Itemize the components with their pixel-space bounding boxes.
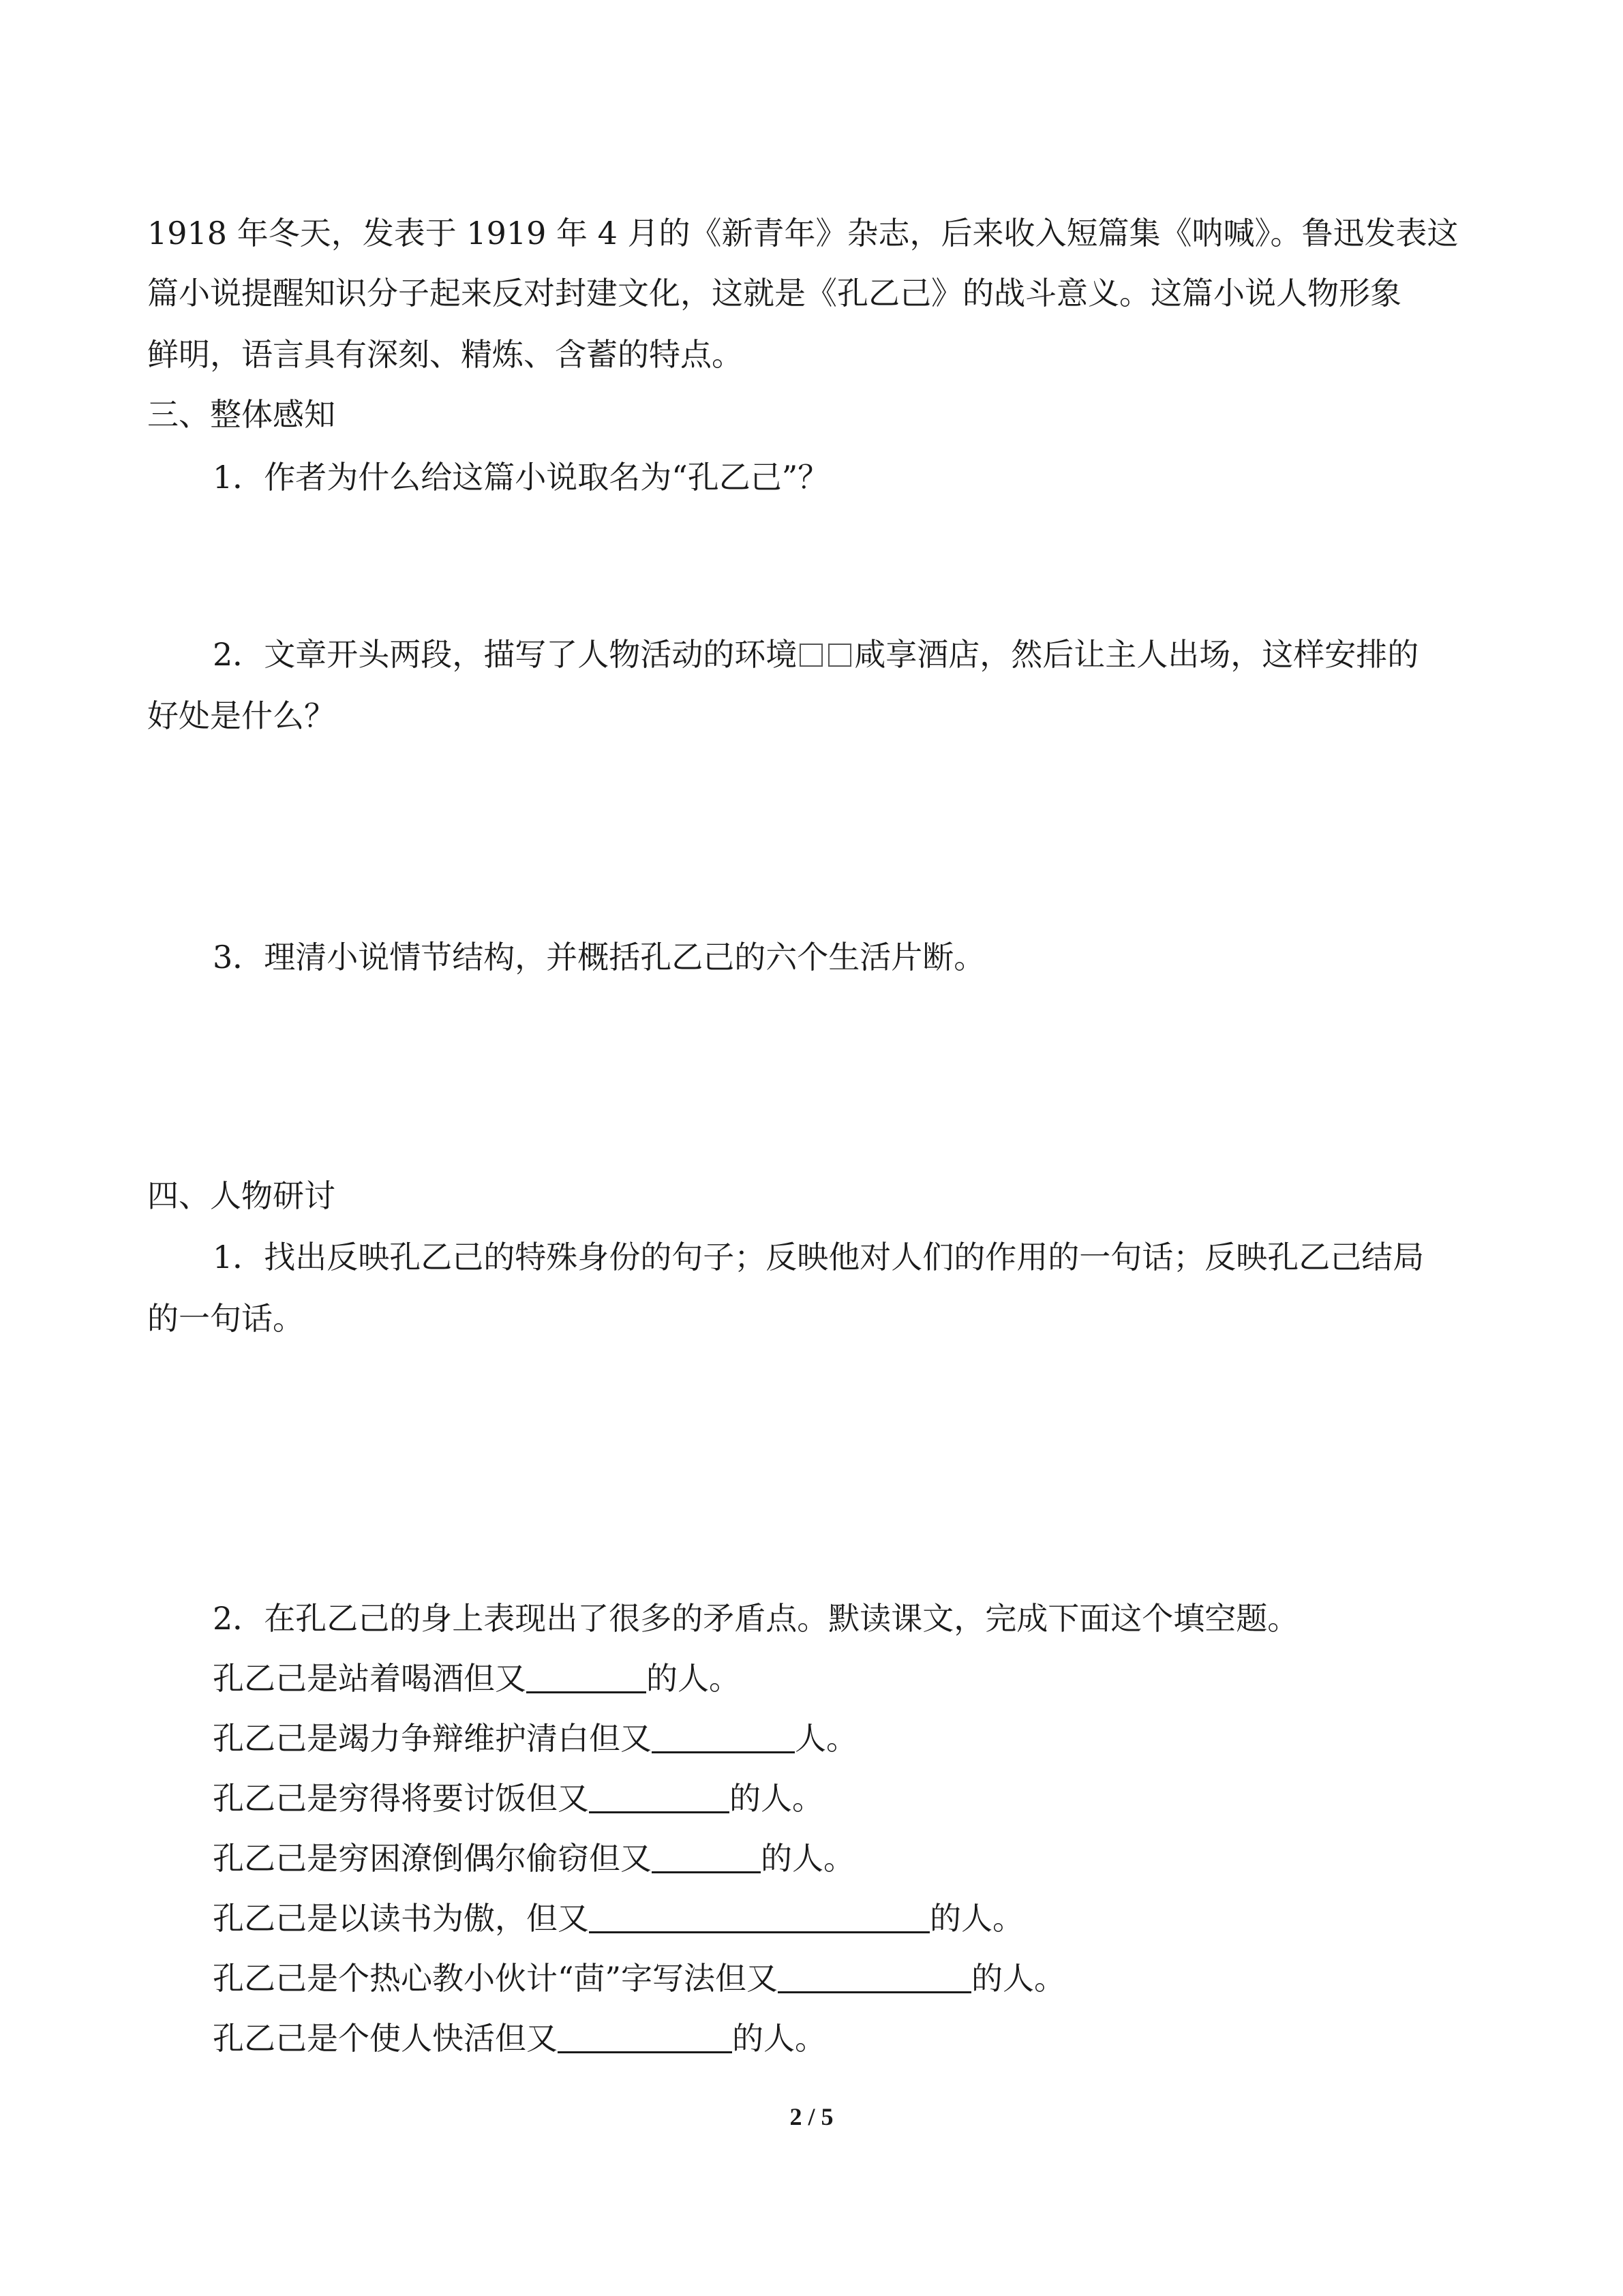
- question-3-2-part-1: 2．文章开头两段，描写了人物活动的环境: [213, 636, 798, 673]
- fill-line-7: [213, 2018, 826, 2059]
- question-4-1-line-2: 的一句话。: [147, 1300, 304, 1337]
- fill-text-after: 的人。: [729, 1780, 823, 1817]
- fill-text-before: 孔乙己是穷困潦倒偶尔偷窃但又: [213, 1840, 652, 1877]
- fill-line-4: [213, 1838, 855, 1879]
- fill-line-3: [213, 1778, 823, 1819]
- question-3-2-line-2: 好处是什么？: [147, 697, 335, 734]
- fill-blank[interactable]: [652, 1720, 795, 1753]
- fill-blank[interactable]: [778, 1960, 971, 1993]
- section-3-heading: 三、整体感知: [147, 396, 335, 433]
- fill-text-after: 的人。: [646, 1660, 740, 1697]
- fill-text-after: 人。: [795, 1720, 858, 1757]
- fill-blank[interactable]: [589, 1900, 930, 1933]
- fill-text-after: 的人。: [761, 1840, 855, 1877]
- fill-text-after: 的人。: [971, 1960, 1066, 1997]
- fill-blank[interactable]: [526, 1660, 646, 1693]
- question-4-1-line-1: 1．找出反映孔乙己的特殊身份的句子；反映他对人们的作用的一句话；反映孔乙己结局: [213, 1239, 1425, 1275]
- page-number: 2 / 5: [789, 2103, 834, 2130]
- fill-line-1: [213, 1658, 740, 1699]
- intro-line-1: 1918 年冬天，发表于 1919 年 4 月的《新青年》杂志，后来收入短篇集《呐喊》。鲁迅发表这: [147, 215, 1459, 252]
- section-4-heading: 四、人物研讨: [147, 1177, 335, 1214]
- fill-text-before: 孔乙己是站着喝酒但又: [213, 1660, 526, 1697]
- fill-text-before: 孔乙己是以读书为傲，但又: [213, 1900, 589, 1937]
- question-3-1: 1．作者为什么给这篇小说取名为“孔乙己”？: [213, 459, 830, 496]
- fill-blank[interactable]: [558, 2020, 732, 2053]
- box-glyph: [828, 644, 851, 667]
- question-3-2-line-1: [213, 634, 1419, 675]
- fill-line-2: [213, 1718, 858, 1759]
- fill-text-after: 的人。: [930, 1900, 1024, 1937]
- fill-blank[interactable]: [589, 1780, 729, 1813]
- fill-line-6: [213, 1958, 1065, 1999]
- fill-text-before: 孔乙己是个热心教小伙计“茴”字写法但又: [213, 1960, 778, 1997]
- fill-text-after: 的人。: [732, 2020, 826, 2057]
- fill-text-before: 孔乙己是穷得将要讨饭但又: [213, 1780, 589, 1817]
- fill-blank[interactable]: [652, 1840, 761, 1873]
- fill-text-before: 孔乙己是个使人快活但又: [213, 2020, 558, 2057]
- intro-line-2: 篇小说提醒知识分子起来反对封建文化，这就是《孔乙己》的战斗意义。这篇小说人物形象: [147, 275, 1401, 312]
- fill-text-before: 孔乙己是竭力争辩维护清白但又: [213, 1720, 652, 1757]
- question-4-2: 2．在孔乙己的身上表现出了很多的矛盾点。默读课文，完成下面这个填空题。: [213, 1600, 1299, 1637]
- box-glyph: [800, 644, 823, 667]
- intro-line-3: 鲜明，语言具有深刻、精炼、含蓄的特点。: [147, 336, 743, 373]
- fill-line-5: [213, 1898, 1024, 1939]
- question-3-3: 3．理清小说情节结构，并概括孔乙己的六个生活片断。: [213, 939, 986, 976]
- question-3-2-part-2: 咸享酒店，然后让主人出场，这样安排的: [854, 636, 1419, 673]
